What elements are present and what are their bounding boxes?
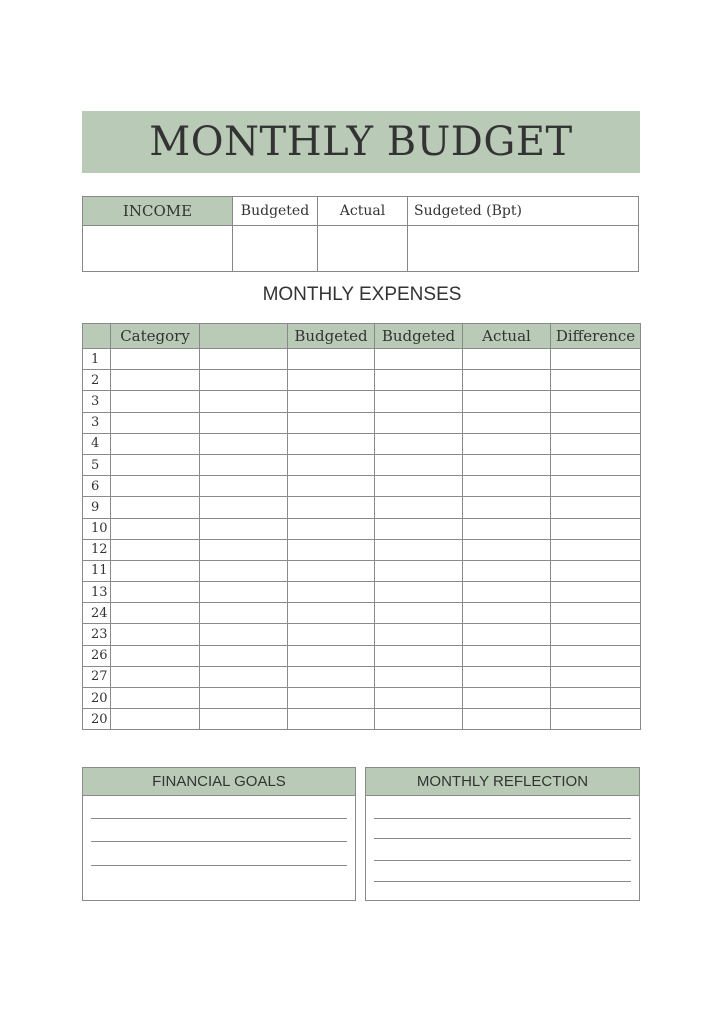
table-cell[interactable] <box>111 412 200 433</box>
table-cell[interactable] <box>551 688 641 709</box>
table-cell[interactable] <box>200 433 288 454</box>
table-row <box>83 433 641 454</box>
table-cell[interactable] <box>551 624 641 645</box>
table-cell[interactable] <box>111 454 200 475</box>
row-number: 20 <box>83 709 111 730</box>
table-cell[interactable] <box>288 560 375 581</box>
table-cell[interactable] <box>551 412 641 433</box>
table-cell[interactable] <box>463 624 551 645</box>
table-cell[interactable] <box>551 349 641 370</box>
table-cell[interactable] <box>551 497 641 518</box>
table-cell[interactable] <box>375 624 463 645</box>
table-cell[interactable] <box>375 688 463 709</box>
table-cell[interactable] <box>375 476 463 497</box>
table-cell[interactable] <box>288 497 375 518</box>
table-cell[interactable] <box>200 666 288 687</box>
header-budgeted-2: Budgeted <box>375 324 463 349</box>
table-row <box>83 624 641 645</box>
table-row <box>83 518 641 539</box>
table-cell[interactable] <box>111 560 200 581</box>
header-number <box>83 324 111 349</box>
row-number: 9 <box>83 497 111 518</box>
table-row <box>83 582 641 603</box>
page-title: MONTHLY BUDGET <box>149 119 573 165</box>
writing-line <box>91 818 347 819</box>
table-cell[interactable] <box>375 645 463 666</box>
income-header-budgeted: Budgeted <box>233 197 318 225</box>
table-cell[interactable] <box>111 582 200 603</box>
row-number: 5 <box>83 454 111 475</box>
table-cell[interactable] <box>288 412 375 433</box>
table-cell[interactable] <box>288 433 375 454</box>
table-cell[interactable] <box>200 560 288 581</box>
table-cell[interactable] <box>111 539 200 560</box>
writing-line <box>91 865 347 866</box>
row-number: 20 <box>83 688 111 709</box>
row-number: 4 <box>83 433 111 454</box>
table-cell[interactable] <box>375 349 463 370</box>
table-cell[interactable] <box>463 412 551 433</box>
table-row <box>83 391 641 412</box>
table-cell[interactable] <box>463 476 551 497</box>
table-cell[interactable] <box>111 497 200 518</box>
table-cell[interactable] <box>551 560 641 581</box>
table-cell[interactable] <box>200 412 288 433</box>
table-cell[interactable] <box>200 476 288 497</box>
table-cell[interactable] <box>200 688 288 709</box>
table-cell[interactable] <box>463 560 551 581</box>
table-cell[interactable] <box>463 603 551 624</box>
table-cell[interactable] <box>200 582 288 603</box>
table-cell[interactable] <box>375 539 463 560</box>
header-budgeted: Budgeted <box>288 324 375 349</box>
table-cell[interactable] <box>288 688 375 709</box>
table-cell[interactable] <box>200 624 288 645</box>
table-cell[interactable] <box>551 370 641 391</box>
income-label: INCOME <box>83 197 233 225</box>
table-cell[interactable] <box>200 603 288 624</box>
table-cell[interactable] <box>111 603 200 624</box>
title-band <box>82 111 640 173</box>
table-row <box>83 603 641 624</box>
table-cell[interactable] <box>288 709 375 730</box>
table-cell[interactable] <box>111 624 200 645</box>
table-cell[interactable] <box>463 582 551 603</box>
table-cell[interactable] <box>200 645 288 666</box>
income-divider <box>232 225 233 271</box>
table-cell[interactable] <box>375 603 463 624</box>
row-number: 11 <box>83 560 111 581</box>
table-row <box>83 412 641 433</box>
writing-line <box>374 881 631 882</box>
table-cell[interactable] <box>463 433 551 454</box>
table-cell[interactable] <box>288 666 375 687</box>
income-header-actual: Actual <box>318 197 408 225</box>
table-cell[interactable] <box>111 645 200 666</box>
row-number: 26 <box>83 645 111 666</box>
table-row <box>83 539 641 560</box>
table-cell[interactable] <box>375 433 463 454</box>
table-cell[interactable] <box>463 518 551 539</box>
table-cell[interactable] <box>551 539 641 560</box>
expenses-table <box>82 323 641 730</box>
table-cell[interactable] <box>551 476 641 497</box>
table-cell[interactable] <box>111 476 200 497</box>
income-header-budgeted-bpt: Sudgeted (Bpt) <box>414 203 522 219</box>
table-row <box>83 645 641 666</box>
table-cell[interactable] <box>551 454 641 475</box>
income-divider <box>407 225 408 271</box>
table-row <box>83 476 641 497</box>
table-cell[interactable] <box>288 454 375 475</box>
table-cell[interactable] <box>200 349 288 370</box>
table-cell[interactable] <box>288 645 375 666</box>
table-cell[interactable] <box>551 666 641 687</box>
table-cell[interactable] <box>288 391 375 412</box>
table-cell[interactable] <box>288 603 375 624</box>
header-difference: Difference <box>551 324 641 349</box>
expenses-header-row <box>83 324 641 349</box>
expenses-title: MONTHLY EXPENSES <box>262 284 462 305</box>
row-number: 2 <box>83 370 111 391</box>
monthly-reflection-title: MONTHLY REFLECTION <box>366 768 639 796</box>
table-cell[interactable] <box>463 645 551 666</box>
table-cell[interactable] <box>551 433 641 454</box>
table-cell[interactable] <box>463 709 551 730</box>
table-cell[interactable] <box>463 497 551 518</box>
row-number: 24 <box>83 603 111 624</box>
table-row <box>83 349 641 370</box>
table-cell[interactable] <box>288 582 375 603</box>
row-number: 23 <box>83 624 111 645</box>
table-cell[interactable] <box>551 603 641 624</box>
table-cell[interactable] <box>463 454 551 475</box>
table-cell[interactable] <box>375 709 463 730</box>
table-cell[interactable] <box>111 688 200 709</box>
table-cell[interactable] <box>551 518 641 539</box>
table-cell[interactable] <box>111 391 200 412</box>
table-cell[interactable] <box>375 370 463 391</box>
table-row <box>83 560 641 581</box>
table-row <box>83 709 641 730</box>
expenses-body <box>83 349 641 730</box>
income-divider <box>317 225 318 271</box>
table-cell[interactable] <box>288 370 375 391</box>
table-cell[interactable] <box>288 624 375 645</box>
row-number: 12 <box>83 539 111 560</box>
table-cell[interactable] <box>375 518 463 539</box>
row-number: 13 <box>83 582 111 603</box>
table-cell[interactable] <box>551 709 641 730</box>
table-cell[interactable] <box>463 539 551 560</box>
table-cell[interactable] <box>200 709 288 730</box>
table-row <box>83 370 641 391</box>
header-actual: Actual <box>463 324 551 349</box>
table-cell[interactable] <box>375 560 463 581</box>
row-number: 3 <box>83 391 111 412</box>
table-cell[interactable] <box>200 497 288 518</box>
writing-line <box>374 860 631 861</box>
table-cell[interactable] <box>288 518 375 539</box>
table-cell[interactable] <box>111 370 200 391</box>
table-cell[interactable] <box>111 349 200 370</box>
table-cell[interactable] <box>288 539 375 560</box>
financial-goals-box <box>82 767 356 901</box>
table-row <box>83 454 641 475</box>
table-cell[interactable] <box>375 666 463 687</box>
table-row <box>83 688 641 709</box>
row-number: 1 <box>83 349 111 370</box>
table-cell[interactable] <box>111 433 200 454</box>
table-cell[interactable] <box>111 709 200 730</box>
header-category: Category <box>111 324 200 349</box>
row-number: 27 <box>83 666 111 687</box>
table-cell[interactable] <box>463 391 551 412</box>
table-cell[interactable] <box>200 370 288 391</box>
table-cell[interactable] <box>375 391 463 412</box>
table-cell[interactable] <box>200 539 288 560</box>
table-row <box>83 497 641 518</box>
table-cell[interactable] <box>375 454 463 475</box>
table-cell[interactable] <box>111 518 200 539</box>
table-row <box>83 666 641 687</box>
income-header-row <box>83 197 638 226</box>
table-cell[interactable] <box>288 476 375 497</box>
table-cell[interactable] <box>375 497 463 518</box>
table-cell[interactable] <box>200 454 288 475</box>
income-table <box>82 196 639 272</box>
table-cell[interactable] <box>551 582 641 603</box>
table-cell[interactable] <box>463 349 551 370</box>
writing-line <box>374 818 631 819</box>
financial-goals-title: FINANCIAL GOALS <box>83 768 355 796</box>
table-cell[interactable] <box>200 518 288 539</box>
writing-line <box>91 841 347 842</box>
table-cell[interactable] <box>551 645 641 666</box>
table-cell[interactable] <box>375 582 463 603</box>
row-number: 3 <box>83 412 111 433</box>
writing-line <box>374 838 631 839</box>
table-cell[interactable] <box>463 666 551 687</box>
table-cell[interactable] <box>551 391 641 412</box>
table-cell[interactable] <box>200 391 288 412</box>
table-cell[interactable] <box>288 349 375 370</box>
table-cell[interactable] <box>111 666 200 687</box>
monthly-reflection-box <box>365 767 640 901</box>
row-number: 10 <box>83 518 111 539</box>
table-cell[interactable] <box>375 412 463 433</box>
table-cell[interactable] <box>463 688 551 709</box>
table-cell[interactable] <box>463 370 551 391</box>
header-blank <box>200 324 288 349</box>
row-number: 6 <box>83 476 111 497</box>
